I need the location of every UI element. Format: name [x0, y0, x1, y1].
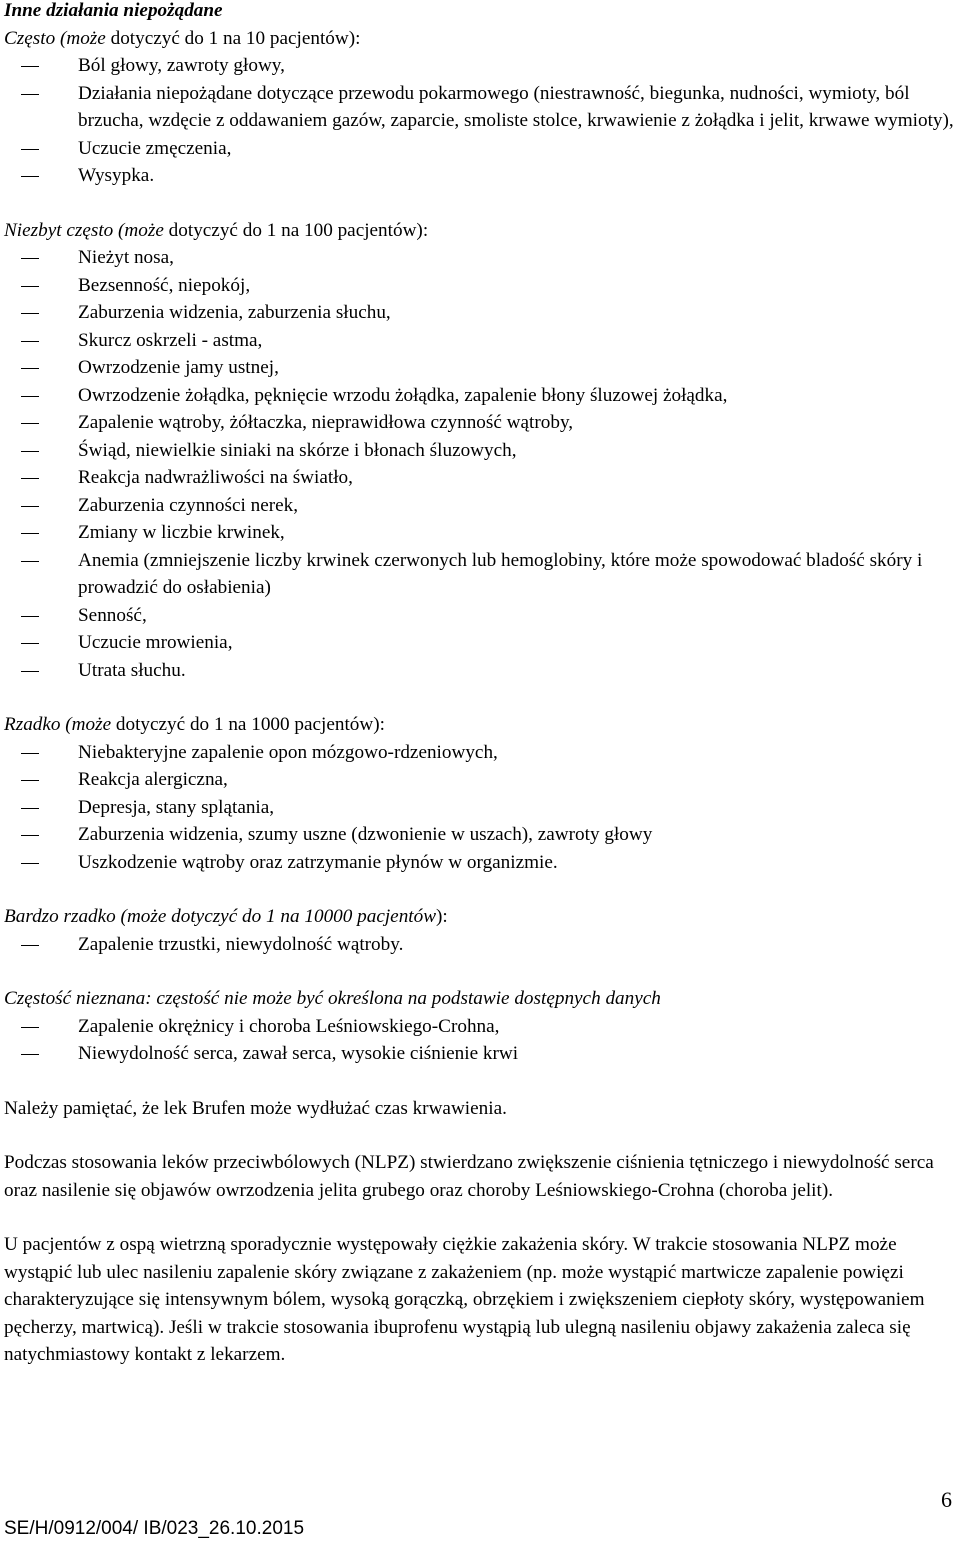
frequency-section-rare [4, 711, 956, 876]
list-item: Bezsenność, niepokój, [4, 272, 956, 300]
list-item: Anemia (zmniejszenie liczby krwinek czerwonych lub hemoglobiny, które może spowodować bladość skóry i prowadzić do osłabienia) [4, 547, 956, 602]
list-item: Świąd, niewielkie siniaki na skórze i błonach śluzowych, [4, 437, 956, 465]
list-item: Reakcja alergiczna, [4, 766, 956, 794]
side-effect-list [4, 931, 956, 959]
frequency-range: dotyczyć do 1 na 10 pacjentów): [105, 27, 361, 49]
list-item: Reakcja nadwrażliwości na światło, [4, 464, 956, 492]
list-item: Skurcz oskrzeli - astma, [4, 327, 956, 355]
list-item: Działania niepożądane dotyczące przewodu pokarmowego (niestrawność, biegunka, nudności, wymioty, ból brzucha, wzdęcie z oddawaniem gazów, zaparcie, smoliste stolce, krwawienie z żołądka i jelit, krwawe wymioty), [4, 80, 956, 135]
side-effect-list [4, 52, 956, 190]
list-item: Uczucie zmęczenia, [4, 135, 956, 163]
list-item: Niebakteryjne zapalenie opon mózgowo-rdzeniowych, [4, 739, 956, 767]
frequency-label: Bardzo rzadko (może dotyczyć do 1 na 10000 pacjentów [4, 906, 437, 927]
list-item: Senność, [4, 602, 956, 630]
list-item: Owrzodzenie żołądka, pęknięcie wrzodu żołądka, zapalenie błony śluzowej żołądka, [4, 382, 956, 410]
frequency-intro [4, 985, 956, 1013]
list-item: Owrzodzenie jamy ustnej, [4, 354, 956, 382]
nsaid-blood-pressure-note: Podczas stosowania leków przeciwbólowych (NLPZ) stwierdzano zwiększenie ciśnienia tętniczego i niewydolność serca oraz nasilenie się objawów owrzodzenia jelita grubego oraz choroby Leśniowskiego-Crohna (choroba jelit). [4, 1152, 934, 1201]
list-item: Zmiany w liczbie krwinek, [4, 519, 956, 547]
frequency-intro [4, 25, 956, 53]
frequency-intro [4, 217, 956, 245]
page-number: 6 [941, 1487, 952, 1512]
frequency-label: Często (może [4, 27, 106, 49]
list-item: Utrata słuchu. [4, 657, 956, 685]
bleeding-note: Należy pamiętać, że lek Brufen może wydłużać czas krwawienia. [4, 1097, 507, 1119]
side-effect-list [4, 739, 956, 877]
list-item: Zapalenie okrężnicy i choroba Leśniowskiego-Crohna, [4, 1013, 956, 1041]
list-item: Niewydolność serca, zawał serca, wysokie ciśnienie krwi [4, 1040, 956, 1068]
frequency-range: dotyczyć do 1 na 100 pacjentów): [163, 219, 429, 241]
frequency-label: Częstość nieznana: częstość nie może być określona na podstawie dostępnych danych [4, 988, 661, 1009]
list-item: Wysypka. [4, 162, 956, 190]
frequency-intro [4, 903, 956, 931]
frequency-label: Rzadko (może [4, 714, 112, 735]
section-heading: Inne działania niepożądane [4, 0, 223, 21]
list-item: Uszkodzenie wątroby oraz zatrzymanie płynów w organizmie. [4, 849, 956, 877]
list-item: Zapalenie wątroby, żółtaczka, nieprawidłowa czynność wątroby, [4, 409, 956, 437]
side-effect-list [4, 1013, 956, 1068]
list-item: Zaburzenia czynności nerek, [4, 492, 956, 520]
frequency-range: ): [436, 906, 448, 927]
document-code: SE/H/0912/004/ IB/023_26.10.2015 [4, 1518, 305, 1539]
document-page [4, 0, 956, 1369]
list-item: Ból głowy, zawroty głowy, [4, 52, 956, 80]
list-item: Uczucie mrowienia, [4, 629, 956, 657]
frequency-range: dotyczyć do 1 na 1000 pacjentów): [111, 714, 385, 735]
list-item: Depresja, stany splątania, [4, 794, 956, 822]
frequency-section-unknown [4, 985, 956, 1068]
frequency-intro [4, 711, 956, 739]
chickenpox-infection-note: U pacjentów z ospą wietrzną sporadycznie występowały ciężkie zakażenia skóry. W trakcie stosowania NLPZ może wystąpić lub ulec nasileniu zapalenie skóry związane z zakażeniem (np. może wystąpić martwicze zapalenie powięzi charakteryzujące się intensywnym bólem, wysoką gorączką, obrzękiem i zwiększeniem ciepłoty skóry, występowaniem pęcherzy, martwicą). Jeśli w trakcie stosowania ibuprofenu wystąpią lub ulegną nasileniu objawy zakażenia zaleca się natychmiastowy kontakt z lekarzem. [4, 1234, 925, 1365]
frequency-section-uncommon [4, 217, 956, 685]
frequency-label: Niezbyt często (może [4, 219, 164, 241]
list-item: Zapalenie trzustki, niewydolność wątroby. [4, 931, 956, 959]
list-item: Nieżyt nosa, [4, 244, 956, 272]
frequency-section-common [4, 25, 956, 190]
frequency-section-very-rare [4, 903, 956, 958]
list-item: Zaburzenia widzenia, zaburzenia słuchu, [4, 299, 956, 327]
list-item: Zaburzenia widzenia, szumy uszne (dzwonienie w uszach), zawroty głowy [4, 821, 956, 849]
side-effect-list [4, 244, 956, 684]
